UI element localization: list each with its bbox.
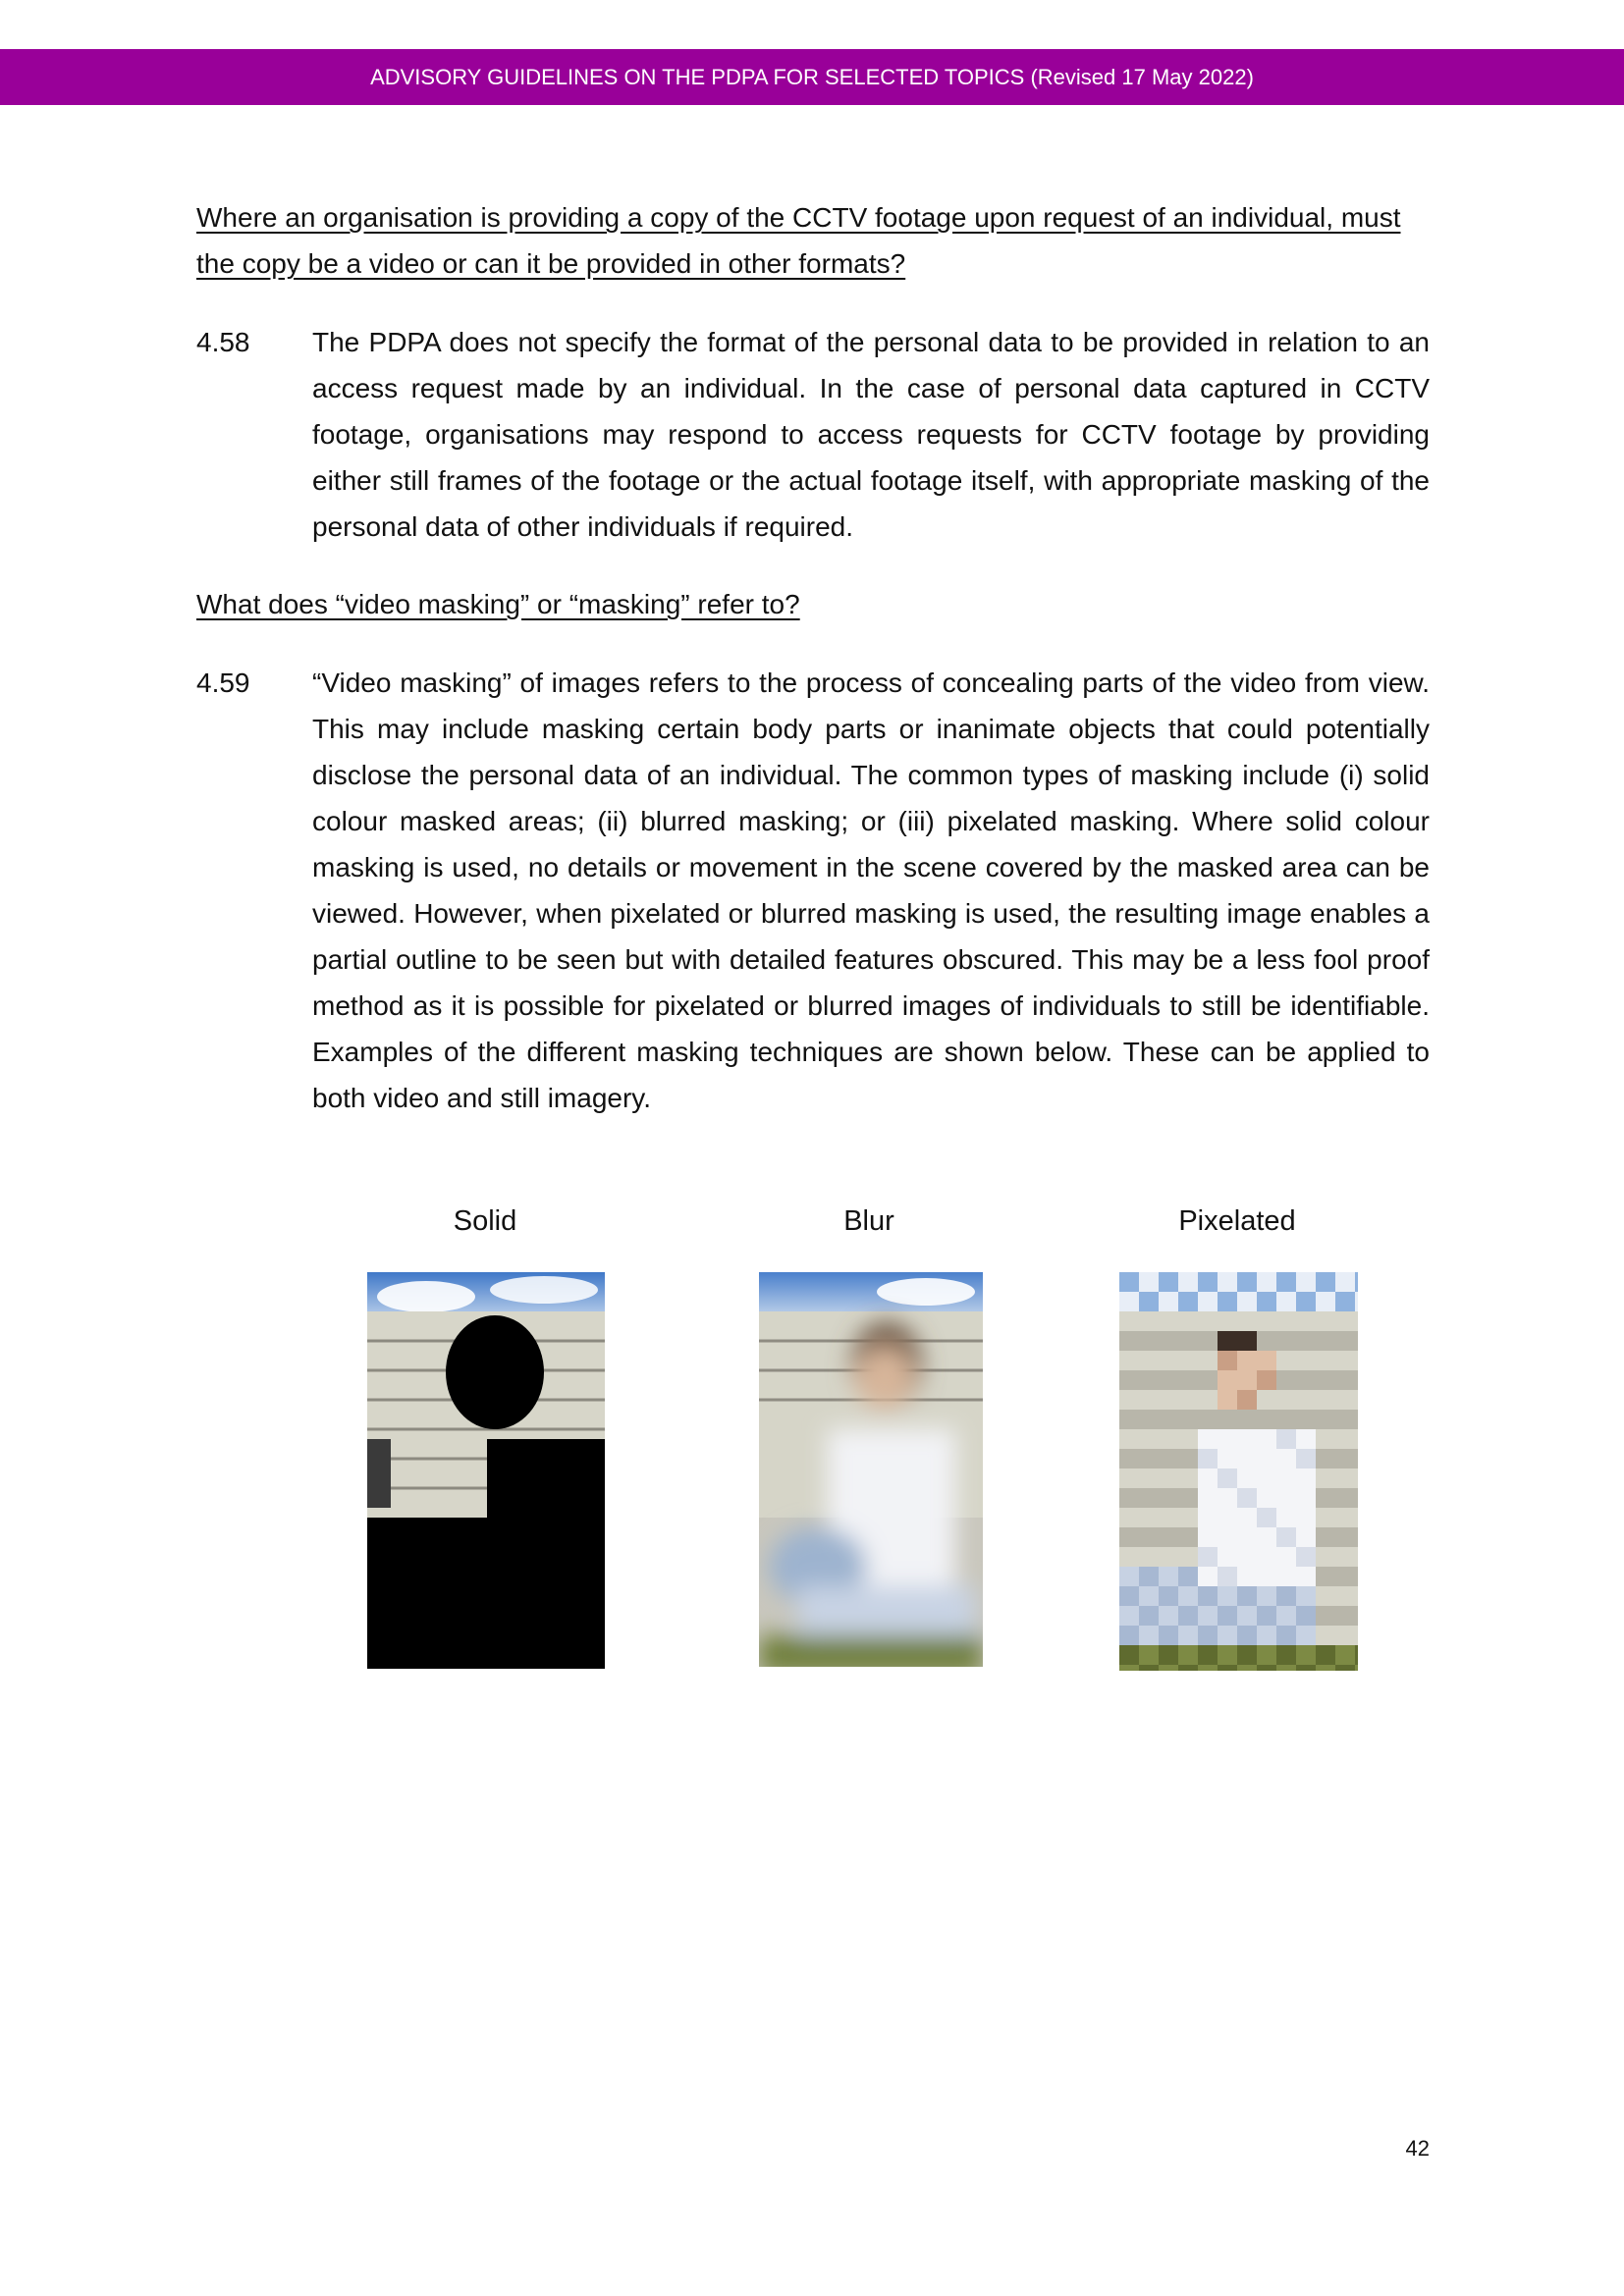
figure-label-pixelated: Pixelated: [1178, 1205, 1296, 1237]
pixelated-masking-image: [1119, 1272, 1358, 1671]
solid-masking-image: [367, 1272, 605, 1669]
document-header-bar: [0, 49, 1624, 105]
document-header-title: ADVISORY GUIDELINES ON THE PDPA FOR SELECTED TOPICS (Revised 17 May 2022): [370, 65, 1254, 89]
paragraph-text: “Video masking” of images refers to the process of concealing parts of the video from view. This may include masking certain body parts or inanimate objects that could potentially disclose the personal data of an individual. The common types of masking include (i) solid colour masked areas; (ii) blurred masking; or (iii) pixelated masking. Where solid colour masking is used, no details or movement in the scene covered by the masked area can be viewed. However, when pixelated or blurred masking is used, the resulting image enables a partial outline to be seen but with detailed features obscured. This may be a less fool proof method as it is possible for pixelated or blurred images of individuals to still be identifiable. Examples of the different masking techniques are shown below. These can be applied to both video and still imagery.: [312, 667, 1430, 1113]
paragraph-text: The PDPA does not specify the format of the personal data to be provided in relation to an access request made by an individual. In the case of personal data captured in CCTV footage, organisations may respond to access requests for CCTV footage by providing either still frames of the footage or the actual footage itself, with appropriate masking of the personal data of other individuals if required.: [312, 327, 1430, 542]
paragraph-number: 4.58: [196, 327, 250, 357]
figure-label-solid: Solid: [453, 1205, 517, 1237]
page-number: 42: [1405, 2136, 1430, 2161]
paragraph-number: 4.59: [196, 667, 250, 698]
blur-masking-image: [759, 1272, 983, 1667]
figure-label-blur: Blur: [843, 1205, 894, 1237]
question-heading-format: Where an organisation is providing a copy of the CCTV footage upon request of an individual, must the copy be a video or can it be provided in other formats?: [196, 202, 1401, 279]
question-heading-masking: What does “video masking” or “masking” refer to?: [196, 589, 800, 619]
paragraph-4-59: [196, 660, 1430, 1121]
paragraph-4-58: [196, 319, 1430, 550]
